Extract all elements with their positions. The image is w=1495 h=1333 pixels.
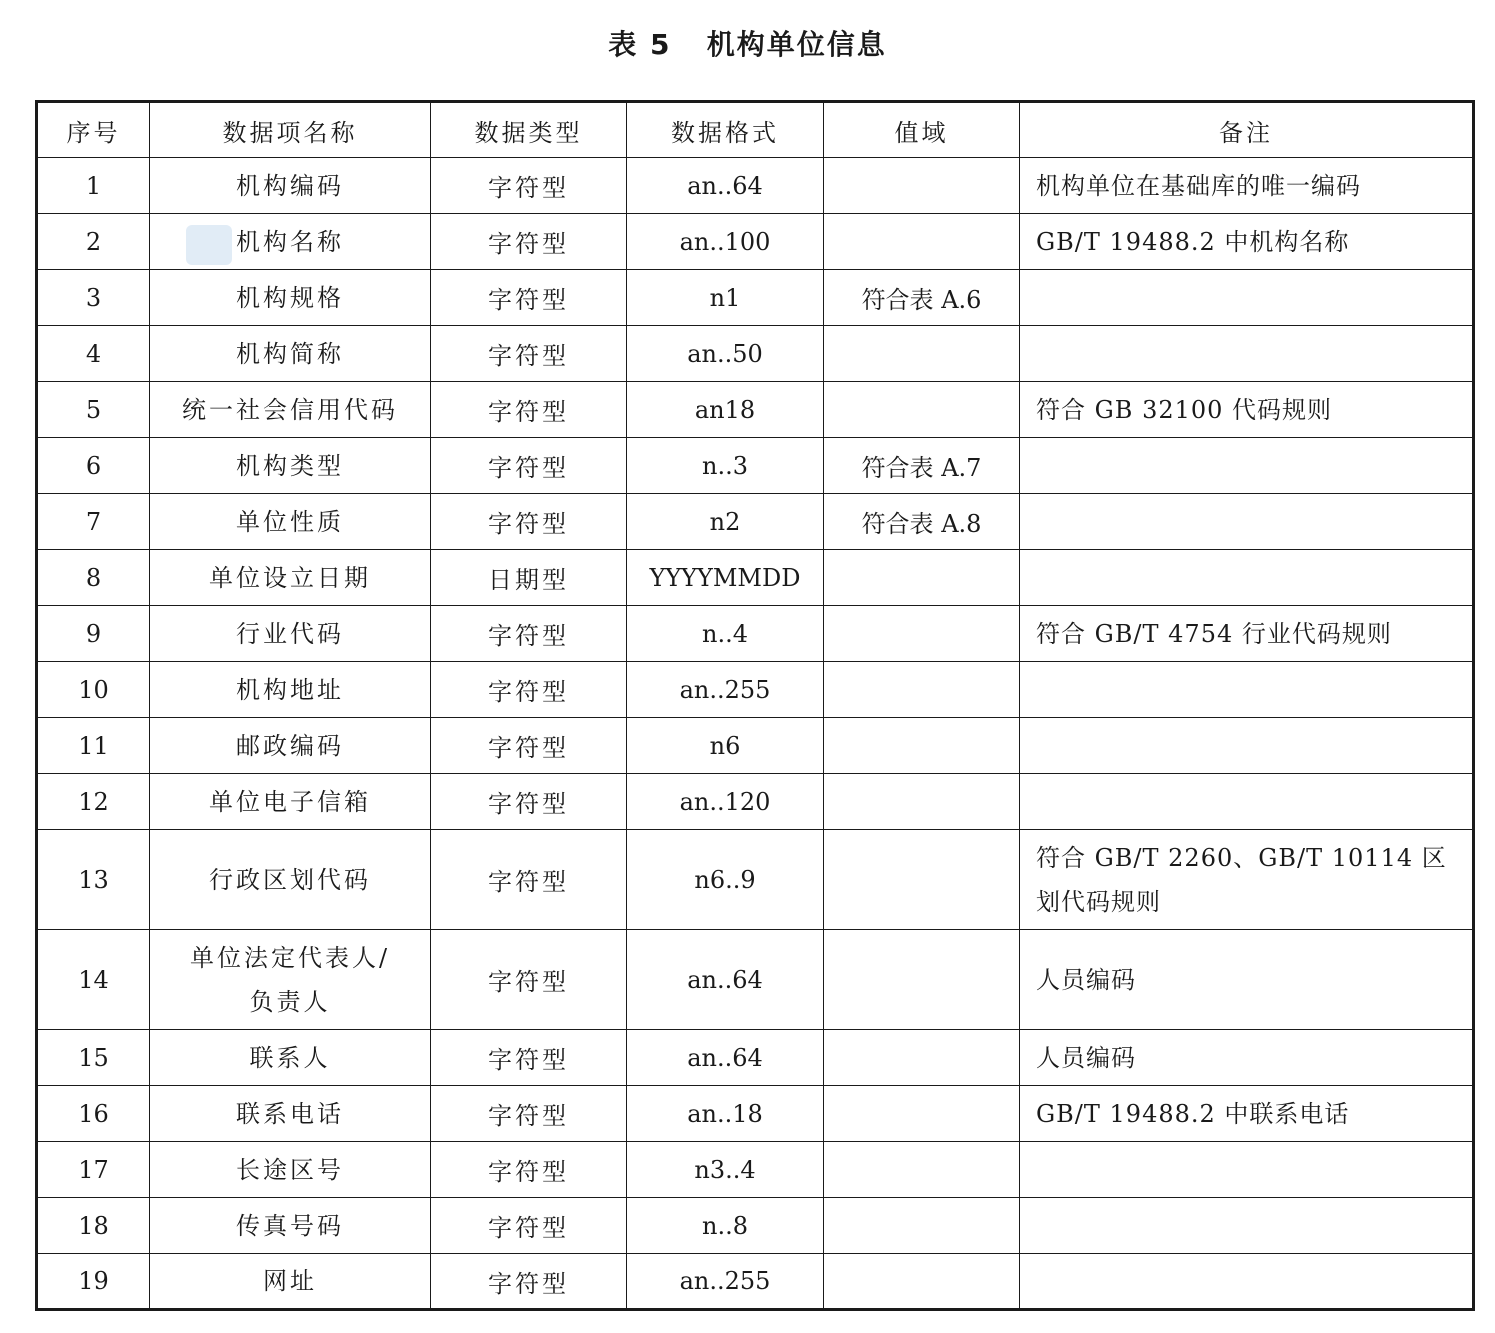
page-title: 表 5 机构单位信息 [608,28,887,61]
watermark-logo [186,225,232,265]
cell-name: 单位性质 [150,494,431,550]
cell-format: n2 [627,494,824,550]
cell-note [1020,494,1474,550]
cell-name: 联系人 [150,1030,431,1086]
cell-type: 字符型 [431,1086,627,1142]
cell-format: an..64 [627,1030,824,1086]
cell-name: 网址 [150,1254,431,1310]
table-row [37,550,1474,606]
table-row [37,494,1474,550]
cell-type: 字符型 [431,774,627,830]
table-row [37,326,1474,382]
cell-domain [824,326,1020,382]
cell-name: 机构规格 [150,270,431,326]
cell-format: an..50 [627,326,824,382]
cell-name: 传真号码 [150,1198,431,1254]
cell-domain [824,1142,1020,1198]
cell-seq: 1 [37,158,150,214]
cell-seq: 7 [37,494,150,550]
cell-note [1020,438,1474,494]
cell-note [1020,774,1474,830]
cell-seq: 9 [37,606,150,662]
cell-domain [824,382,1020,438]
cell-note: 符合 GB/T 2260、GB/T 10114 区划代码规则 [1020,830,1474,930]
cell-seq: 13 [37,830,150,930]
header-note: 备注 [1020,102,1474,158]
cell-note [1020,718,1474,774]
cell-note: 机构单位在基础库的唯一编码 [1020,158,1474,214]
table-row [37,930,1474,1030]
cell-note: 符合 GB/T 4754 行业代码规则 [1020,606,1474,662]
cell-format: n6 [627,718,824,774]
cell-type: 字符型 [431,830,627,930]
table-row [37,1198,1474,1254]
table-row [37,1142,1474,1198]
header-row [37,102,1474,158]
cell-type: 字符型 [431,718,627,774]
cell-format: an..255 [627,662,824,718]
table-row [37,382,1474,438]
cell-domain [824,1198,1020,1254]
table-row [37,270,1474,326]
cell-name: 机构类型 [150,438,431,494]
cell-format: an..255 [627,1254,824,1310]
cell-domain [824,1086,1020,1142]
cell-domain [824,662,1020,718]
cell-seq: 5 [37,382,150,438]
cell-seq: 16 [37,1086,150,1142]
cell-seq: 2 [37,214,150,270]
cell-seq: 3 [37,270,150,326]
cell-note: 人员编码 [1020,930,1474,1030]
cell-note [1020,326,1474,382]
table-row [37,1030,1474,1086]
cell-format: n6..9 [627,830,824,930]
cell-seq: 19 [37,1254,150,1310]
cell-note [1020,270,1474,326]
cell-type: 字符型 [431,214,627,270]
cell-name: 长途区号 [150,1142,431,1198]
cell-note: GB/T 19488.2 中联系电话 [1020,1086,1474,1142]
cell-type: 字符型 [431,326,627,382]
cell-name: 机构名称 [150,214,431,270]
cell-name: 机构简称 [150,326,431,382]
cell-seq: 11 [37,718,150,774]
header-format: 数据格式 [627,102,824,158]
cell-format: n..8 [627,1198,824,1254]
cell-format: YYYYMMDD [627,550,824,606]
header-type: 数据类型 [431,102,627,158]
cell-format: an..18 [627,1086,824,1142]
cell-format: n..3 [627,438,824,494]
cell-name: 联系电话 [150,1086,431,1142]
cell-domain [824,718,1020,774]
table-row [37,830,1474,930]
table-row [37,438,1474,494]
cell-note: 符合 GB 32100 代码规则 [1020,382,1474,438]
cell-type: 字符型 [431,662,627,718]
table-row [37,662,1474,718]
cell-type: 字符型 [431,270,627,326]
cell-domain [824,606,1020,662]
cell-type: 日期型 [431,550,627,606]
header-seq: 序号 [37,102,150,158]
cell-type: 字符型 [431,382,627,438]
cell-format: an..64 [627,930,824,1030]
cell-name: 行政区划代码 [150,830,431,930]
cell-name: 单位电子信箱 [150,774,431,830]
cell-seq: 14 [37,930,150,1030]
cell-name: 机构地址 [150,662,431,718]
table-row [37,774,1474,830]
cell-note [1020,1254,1474,1310]
cell-name: 行业代码 [150,606,431,662]
cell-format: n3..4 [627,1142,824,1198]
cell-seq: 8 [37,550,150,606]
cell-seq: 15 [37,1030,150,1086]
cell-format: n1 [627,270,824,326]
cell-type: 字符型 [431,438,627,494]
table-row [37,718,1474,774]
cell-type: 字符型 [431,494,627,550]
cell-name: 机构编码 [150,158,431,214]
table-row [37,1086,1474,1142]
table-row [37,158,1474,214]
data-table [35,100,1475,1311]
cell-type: 字符型 [431,1030,627,1086]
cell-domain [824,1254,1020,1310]
cell-type: 字符型 [431,606,627,662]
cell-seq: 4 [37,326,150,382]
cell-type: 字符型 [431,158,627,214]
cell-domain [824,214,1020,270]
cell-note [1020,1142,1474,1198]
cell-domain [824,158,1020,214]
cell-name: 单位法定代表人/负责人 [150,930,431,1030]
cell-domain [824,774,1020,830]
cell-note [1020,550,1474,606]
cell-note: GB/T 19488.2 中机构名称 [1020,214,1474,270]
cell-domain: 符合表 A.7 [824,438,1020,494]
cell-note [1020,662,1474,718]
cell-type: 字符型 [431,1142,627,1198]
cell-seq: 10 [37,662,150,718]
cell-domain [824,550,1020,606]
cell-name: 单位设立日期 [150,550,431,606]
cell-domain: 符合表 A.6 [824,270,1020,326]
table-row [37,214,1474,270]
cell-format: an..100 [627,214,824,270]
cell-name: 统一社会信用代码 [150,382,431,438]
cell-format: an18 [627,382,824,438]
header-name: 数据项名称 [150,102,431,158]
cell-domain [824,830,1020,930]
cell-domain [824,930,1020,1030]
cell-seq: 12 [37,774,150,830]
cell-domain [824,1030,1020,1086]
cell-note: 人员编码 [1020,1030,1474,1086]
cell-seq: 17 [37,1142,150,1198]
cell-type: 字符型 [431,1254,627,1310]
cell-format: an..64 [627,158,824,214]
table-row [37,606,1474,662]
cell-domain: 符合表 A.8 [824,494,1020,550]
cell-type: 字符型 [431,930,627,1030]
cell-format: an..120 [627,774,824,830]
cell-format: n..4 [627,606,824,662]
cell-seq: 18 [37,1198,150,1254]
cell-name: 邮政编码 [150,718,431,774]
header-domain: 值域 [824,102,1020,158]
cell-seq: 6 [37,438,150,494]
cell-type: 字符型 [431,1198,627,1254]
cell-note [1020,1198,1474,1254]
table-row [37,1254,1474,1310]
